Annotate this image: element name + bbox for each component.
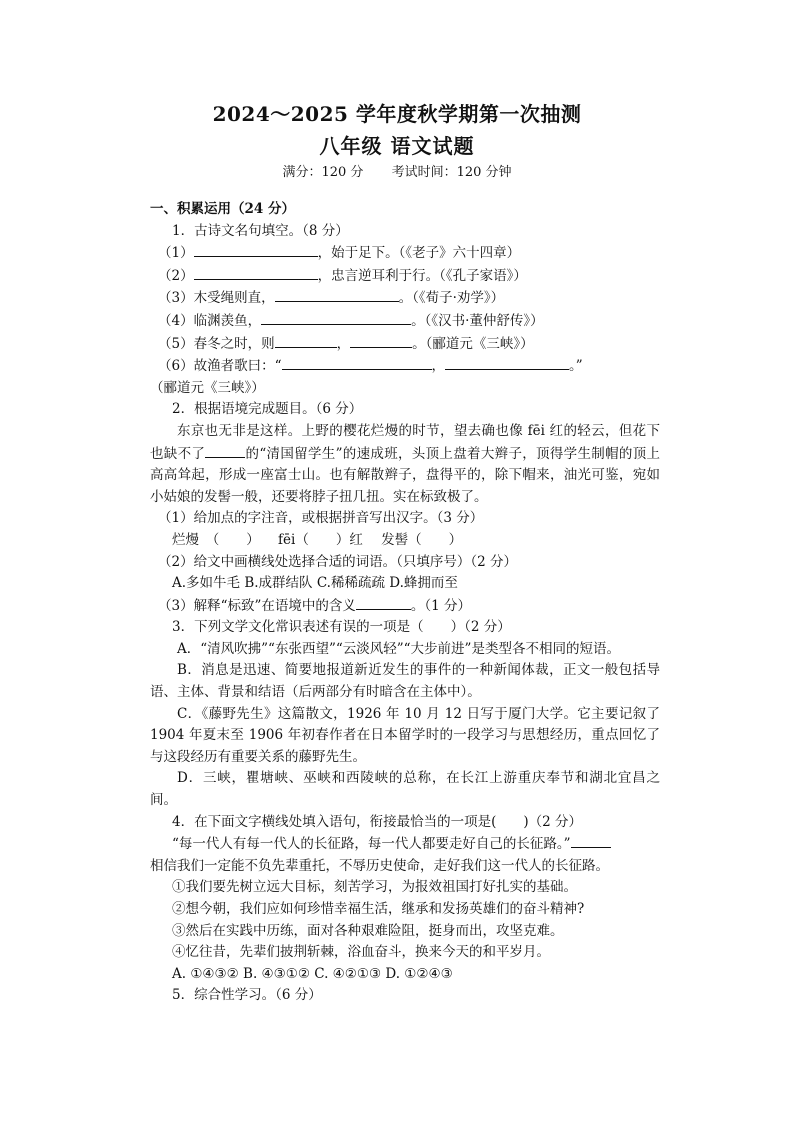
q2-stem: 2．根据语境完成题目。（6 分） <box>172 401 363 418</box>
answer-blank[interactable] <box>205 443 245 458</box>
q3-stem: 3．下列文学文化常识表述有误的一项是（ ）（2 分） <box>172 619 511 636</box>
q2-sub1-item-c: 发髻（ ） <box>381 531 463 548</box>
answer-blank[interactable] <box>275 287 399 302</box>
q1-item-6-text: 。” <box>569 358 583 375</box>
q2-sub1: （1）给加点的字注音，或根据拼音写出汉字。（3 分） <box>158 510 484 527</box>
q2-passage <box>150 421 660 508</box>
q1-item-2-text: ，忠言逆耳利于行。（《孔子家语》） <box>317 267 527 284</box>
q4-sentence-1: ①我们要先树立远大目标，刻苦学习，为报效祖国打好扎实的基础。 <box>172 879 577 896</box>
q2-sub2-options: A.多如牛毛 B.成群结队 C.稀稀疏疏 D.蜂拥而至 <box>172 575 458 592</box>
q4-quote <box>150 833 660 856</box>
q1-item-2-prefix: （2） <box>158 267 194 284</box>
q1-item-5-prefix: （5）春冬之时，则 <box>158 335 275 352</box>
exam-time: 考试时间：120 分钟 <box>391 165 512 180</box>
q3-option-c: C．《藤野先生》这篇散文，1926 年 10 月 12 日写于厦门大学。它主要记叙了 1904 年夏末至 1906 年初春作者在日本留学时的一段学习与思想经历，重点回忆了与这段经历有重要关系的藤野先生。 <box>150 705 660 765</box>
q2-sub1-item-b: fēi（ ）红 <box>278 531 363 548</box>
answer-blank[interactable] <box>282 355 432 370</box>
q1-item-4-text: 。（《汉书·董仲舒传》） <box>411 312 544 329</box>
q1-stem: 1．古诗文名句填空。（8 分） <box>172 222 349 239</box>
q3-option-a: A．“清风吹拂”“东张西望”“云淡风轻”“大步前进”是类型各不相同的短语。 <box>177 640 620 657</box>
answer-blank[interactable] <box>356 595 411 610</box>
q1-item-6 <box>150 355 660 378</box>
q1-item-3 <box>150 287 660 310</box>
full-score: 满分：120 分 <box>282 165 364 180</box>
q2-sub2: （2）给文中画横线处选择合适的词语。（只填序号）（2 分） <box>158 553 517 570</box>
answer-blank[interactable] <box>571 833 611 848</box>
q1-item-6-source: （郦道元《三峡》） <box>150 379 265 396</box>
q1-item-1-prefix: （1） <box>158 245 194 262</box>
q4-stem: 4．在下面文字横线处填入语句，衔接最恰当的一项是( )（2 分） <box>172 813 583 830</box>
q1-item-1 <box>150 242 660 265</box>
q2-sub3-text: （3）解释“标致”在语境中的含义 <box>158 597 356 614</box>
q2-sub1-item-a: 烂熳 （ ） <box>172 531 260 548</box>
q2-passage-part-a: 东京也无非是这样。上野的樱花烂熳的时节，望去确也像 fēi 红的轻云，但花下也缺不了 <box>150 422 660 462</box>
q2-sub1-items <box>150 530 660 552</box>
q3-option-b: B．消息是迅速、简要地报道新近发生的事件的一种新闻体裁，正文一般包括导语、主体、背景和结语（后两部分有时暗含在主体中）。 <box>150 662 660 701</box>
q1-item-2 <box>150 265 660 288</box>
answer-blank[interactable] <box>350 333 412 348</box>
answer-blank[interactable] <box>445 355 569 370</box>
q4-sentence-3: ③然后在实践中历练，面对各种艰难险阻，挺身而出，攻坚克难。 <box>172 922 564 939</box>
answer-blank[interactable] <box>194 242 318 257</box>
q2-passage-part-b: 的“清国留学生”的速成班，头顶上盘着大辫子，顶得学生制帽的顶上高高耸起，形成一座富士山。也有解散辫子，盘得平的，除下帽来，油光可鉴，宛如小姑娘的发髻一般，还要将脖子扭几扭。实在标致极了。 <box>150 445 661 505</box>
exam-content <box>150 199 660 1007</box>
q1-item-5-sep: ， <box>336 335 351 352</box>
q4-sentence-2: ②想今朝，我们应如何珍惜幸福生活，继承和发扬英雄们的奋斗精神? <box>172 901 585 917</box>
q4-options: A. ①④③② B. ④③①② C. ④②①③ D. ①②④③ <box>172 965 453 982</box>
q1-item-4 <box>150 310 660 333</box>
q1-item-4-prefix: （4）临渊羡鱼， <box>158 312 262 329</box>
exam-meta <box>0 161 794 180</box>
q1-item-3-text: 。（《荀子·劝学》） <box>398 290 505 307</box>
exam-subtitle: 八年级 语文试题 <box>319 134 475 158</box>
q1-item-6-prefix: （6）故渔者歌曰：“ <box>158 358 282 375</box>
q1-item-1-text: ，始于足下。（《老子》六十四章） <box>317 245 521 262</box>
q3-option-d: D．三峡，瞿塘峡、巫峡和西陵峡的总称，在长江上游重庆奉节和湖北宜昌之间。 <box>150 770 660 809</box>
q4-quote-text: “每一代人有每一代人的长征路，每一代人都要走好自己的长征路。” <box>172 836 571 853</box>
section-heading: 一、积累运用（24 分） <box>150 201 295 217</box>
q2-sub3 <box>150 595 660 618</box>
answer-blank[interactable] <box>194 265 318 280</box>
answer-blank[interactable] <box>275 333 337 348</box>
exam-title: 2024～2025 学年度秋学期第一次抽测 <box>212 102 582 126</box>
q4-quote-continued: 相信我们一定能不负先辈重托，不辱历史使命，走好我们这一代人的长征路。 <box>150 857 609 874</box>
q1-item-6-sep: ， <box>431 358 445 375</box>
q1-item-5-text: 。（郦道元《三峡》） <box>412 335 534 352</box>
q1-item-5 <box>150 333 660 356</box>
q4-sentence-4: ④忆往昔，先辈们披荆斩棘，浴血奋斗，换来今天的和平岁月。 <box>172 944 550 961</box>
q2-sub3-score: 。（1 分） <box>410 597 472 614</box>
q5-stem: 5．综合性学习。（6 分） <box>172 987 322 1004</box>
answer-blank[interactable] <box>261 310 411 325</box>
q1-item-3-prefix: （3）木受绳则直， <box>158 290 275 307</box>
